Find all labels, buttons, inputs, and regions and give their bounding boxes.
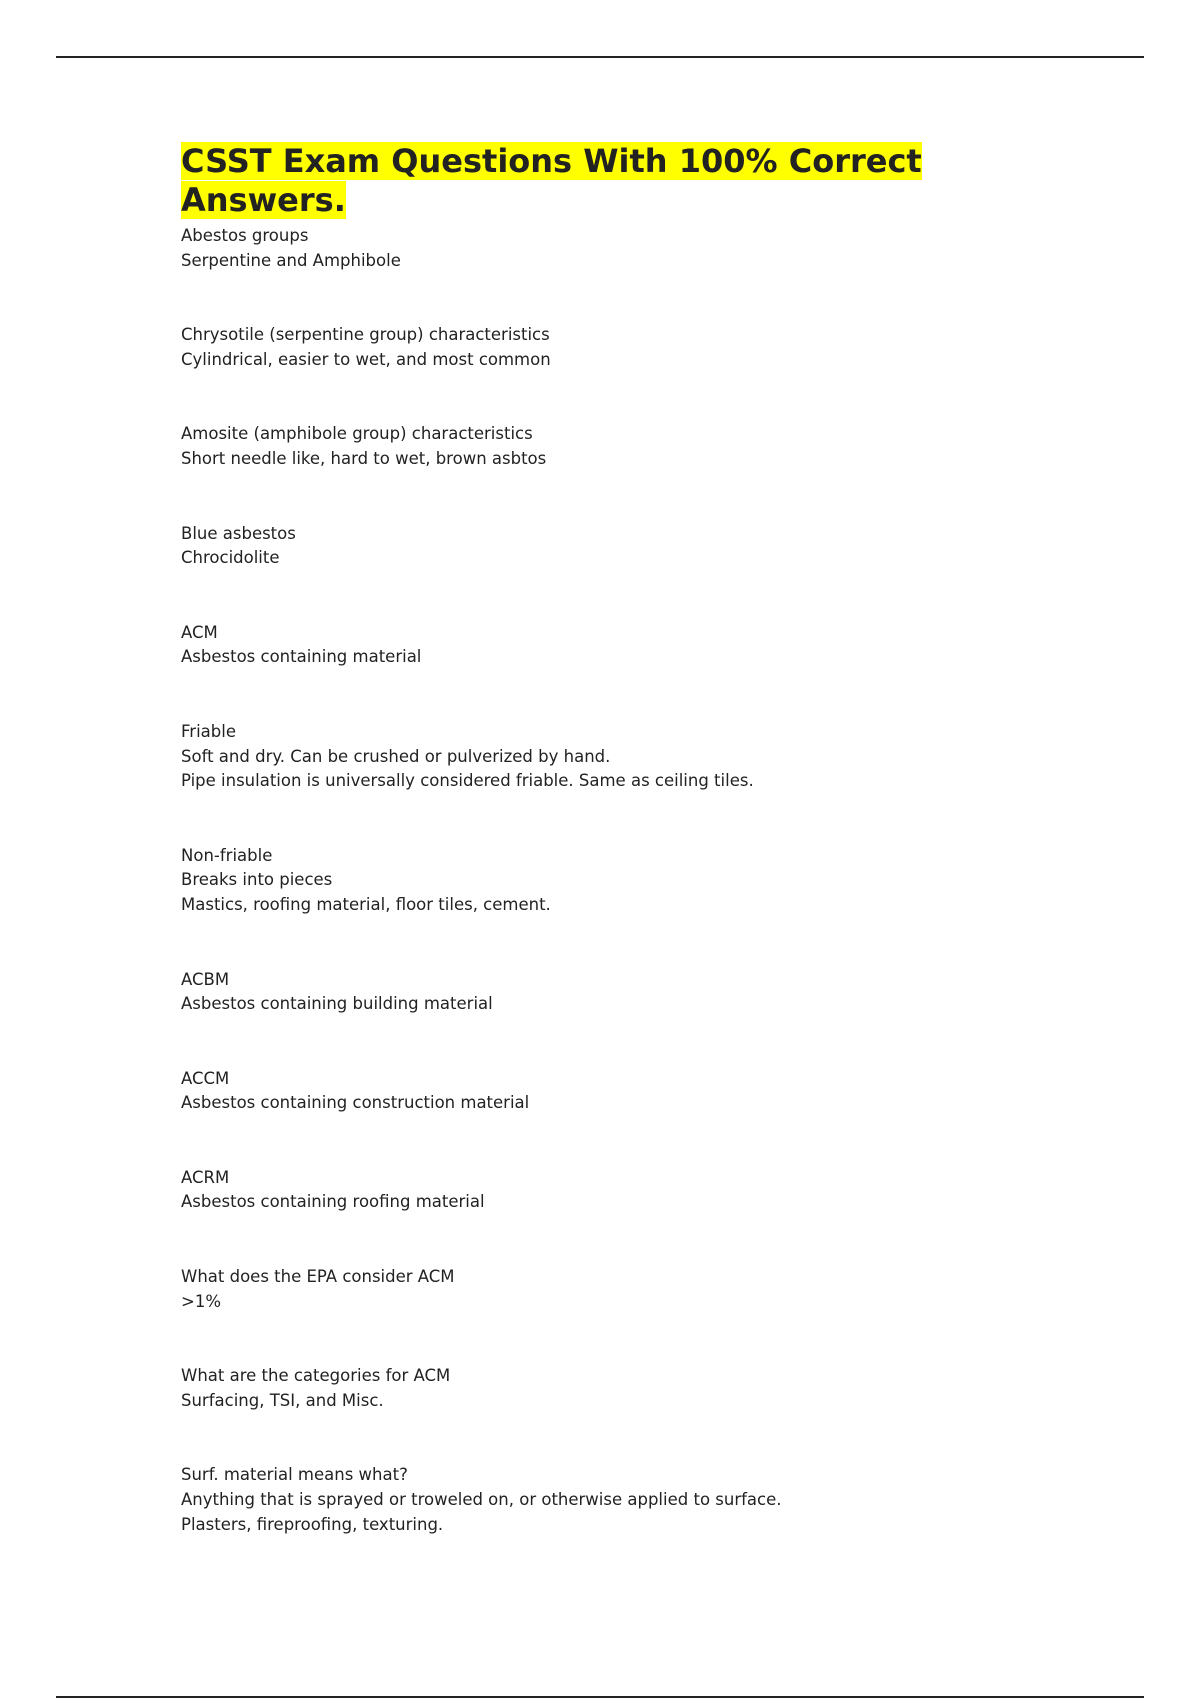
answer-text: Chrocidolite — [181, 548, 280, 568]
qa-item — [181, 224, 1081, 273]
answer-text: >1% — [181, 1291, 222, 1311]
qa-item — [181, 844, 1081, 918]
answer-text: Cylindrical, easier to wet, and most common — [181, 349, 551, 369]
title-highlight: CSST Exam Questions With 100% Correct Answers. — [181, 142, 922, 219]
answer-text: Asbestos containing construction material — [181, 1093, 530, 1113]
qa-item — [181, 1166, 1081, 1215]
qa-item — [181, 522, 1081, 571]
qa-item — [181, 621, 1081, 670]
question-text: Abestos groups — [181, 226, 309, 245]
footer-rule — [56, 1696, 1144, 1698]
question-text: Blue asbestos — [181, 523, 296, 543]
qa-item — [181, 323, 1081, 372]
answer-text: Asbestos containing material — [181, 647, 422, 667]
question-text: What does the EPA consider ACM — [181, 1267, 455, 1287]
question-text: Friable — [181, 721, 236, 741]
header-rule — [56, 56, 1144, 58]
answer-text: Anything that is sprayed or troweled on, or otherwise applied to surface. — [181, 1490, 782, 1510]
qa-item — [181, 1067, 1081, 1116]
qa-item — [181, 968, 1081, 1017]
qa-item — [181, 1265, 1081, 1314]
answer-text: Plasters, fireproofing, texturing. — [181, 1514, 444, 1534]
answer-text: Soft and dry. Can be crushed or pulverized by hand. — [181, 746, 611, 766]
qa-item — [181, 720, 1081, 794]
answer-text: Asbestos containing roofing material — [181, 1192, 485, 1212]
qa-list — [181, 224, 1081, 1537]
question-text: ACBM — [181, 969, 230, 989]
question-text: Chrysotile (serpentine group) characteristics — [181, 325, 550, 345]
answer-text: Short needle like, hard to wet, brown asbtos — [181, 448, 547, 468]
question-text: ACCM — [181, 1068, 230, 1088]
answer-text: Breaks into pieces — [181, 870, 333, 890]
answer-text: Pipe insulation is universally considered friable. Same as ceiling tiles. — [181, 771, 754, 791]
question-text: Surf. material means what? — [181, 1465, 408, 1485]
answer-text: Asbestos containing building material — [181, 994, 493, 1014]
answer-text: Serpentine and Amphibole — [181, 250, 401, 270]
question-text: Non-friable — [181, 845, 273, 865]
question-text: ACRM — [181, 1167, 230, 1187]
document-body — [181, 142, 1081, 1587]
question-text: What are the categories for ACM — [181, 1366, 451, 1386]
qa-item — [181, 1463, 1081, 1537]
qa-item — [181, 422, 1081, 471]
question-text: Amosite (amphibole group) characteristics — [181, 424, 533, 444]
question-text: ACM — [181, 622, 218, 642]
document-title — [181, 142, 1081, 220]
qa-item — [181, 1364, 1081, 1413]
answer-text: Mastics, roofing material, floor tiles, cement. — [181, 894, 551, 914]
answer-text: Surfacing, TSI, and Misc. — [181, 1390, 384, 1410]
